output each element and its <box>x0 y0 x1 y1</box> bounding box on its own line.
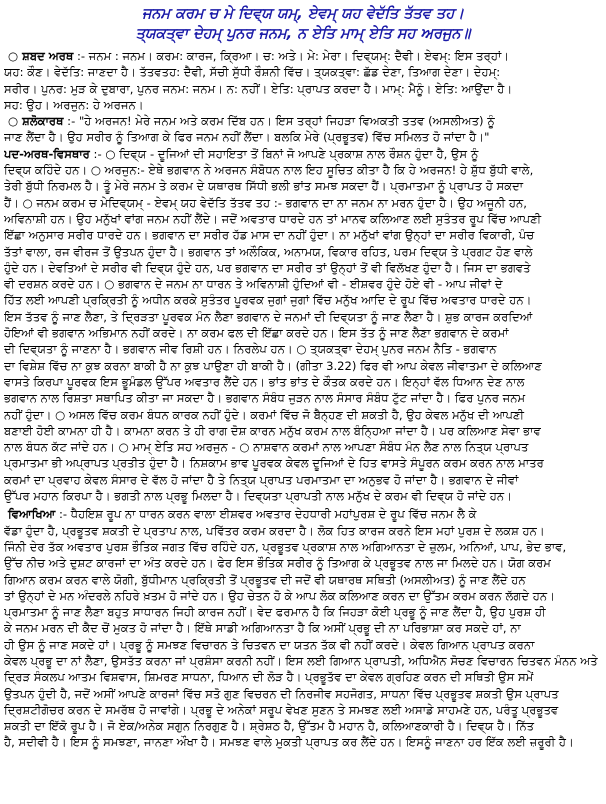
viakhia-line: ਉਤਪਨ ਹੁੰਦੀ ਹੈ, ਜਦੋਂ ਅਸੀਂ ਆਪਣੇ ਕਾਰਜਾਂ ਵਿੱਚ ਸਤੋ ਗੁਣ ਵਿਚਰਨ ਦੀ ਨਿਰਜੀਵ ਸਹਜੋਗਤ, ਸਾਧਨਾ ਵਿੱਚ ਪ੍ਰਭੂਤਵ ਸ਼ਕਤੀ ਉਸ ਪ੍ਰਾਪਤ <box>4 686 559 701</box>
shabd-arth-line: ਸਹ: ਉਹ। ਅਰਜੁਨ: ਹੇ ਅਰਜਨ। <box>4 97 144 112</box>
pad-arth-line: ਤੇਰੀ ਬੁੱਧੀ ਨਿਰਮਲ ਹੈ। ਤੂੰ ਮੇਰੇ ਜਨਮ ਤੇ ਕਰਮ ਦੇ ਯਥਾਰਥ ਸਿੱਧੀ ਭਲੀ ਭਾਂਤ ਸਮਝ ਸਕਦਾ ਹੈਂ। ਪ੍ਰਮਾਤਮਾ ਨੂੰ ਪ੍ਰਾਪਤ ਹੋ ਸਕਦਾ <box>4 179 524 194</box>
pad-arth-line: ਨਾਲ ਬੰਧਨ ਕੱਟ ਜਾਂਦੇ ਹਨ। ○ ਮਾਮ੍ ਏਤਿ ਸਹ ਅਰਜੁਨ - ○ ਨਾਸ਼ਵਾਨ ਕਰਮਾਂ ਨਾਲ ਆਪਣਾ ਸੰਬੰਧ ਮੰਨ ਲੈਣ ਨਾਲ ਨਿਤ੍ਯ ਪ੍ਰਾਪਤ <box>4 440 529 455</box>
pad-arth-line: ਦੀ ਦਿਵ੍ਯਤਾ ਨੂੰ ਜਾਣਨਾ ਹੈ। ਭਗਵਾਨ ਜੀਵ ਰਿਸ਼ੀ ਹਨ। ਨਿਰਲੇਪ ਹਨ। ○ ਤ੍ਯਕਤ੍ਵਾ ਦੇਹਮ੍ ਪੁਨਰ ਜਨਮ ਨੈਤਿ - ਭਗਵਾਨ <box>4 342 497 357</box>
pad-arth-line: ਇਸ ਤੱਤਵ ਨੂੰ ਜਾਣ ਲੈਣਾ, ਤੇ ਦ੍ਰਿੜਤਾ ਪੂਰਵਕ ਮੰਨ ਲੈਣਾ ਭਗਵਾਨ ਦੇ ਜਨਮਾਂ ਦੀ ਦਿਵ੍ਯਤਾ ਨੂੰ ਜਾਣ ਲੈਣਾ ਹੈ। ਸ਼ੁਭ ਕਾਰਜ ਕਰਦਿਆਂ <box>4 309 533 324</box>
pad-arth-line: ਵੀ ਦਰਸ਼ਨ ਕਰਦੇ ਹਨ। ○ ਭਗਵਾਨ ਦੇ ਜਨਮ ਨਾ ਧਾਰਨ ਤੇ ਅਵਿਨਾਸ਼ੀ ਹੁੰਦਿਆਂ ਵੀ - ਈਸ਼ਵਰ ਹੁੰਦੇ ਹੋਏ ਵੀ - ਆਪ ਜੀਵਾਂ ਦੇ <box>4 277 503 292</box>
shlokarth-heading: ○ ਸ਼ਲੋਕਾਰਥ <box>8 114 64 129</box>
viakhia-line: ਵੱਡਾ ਹੁੰਦਾ ਹੈ, ਪ੍ਰਭੂਤਵ ਸ਼ਕਤੀ ਦੇ ਪ੍ਰਤਾਪ ਨਾਲ, ਪਵਿੱਤਰ ਕਰਮ ਕਰਦਾ ਹੈ। ਲੋਕ ਹਿਤ ਕਾਰਜ ਕਰਨੇ ਇਸ ਮਹਾਂ ਪੁਰਸ਼ ਦੇ ਲਕਸ਼ ਹਨ। <box>4 523 545 538</box>
shabd-arth-section <box>4 48 602 113</box>
pad-arth-line: ਹੁੰਦੇ ਹਨ। ਦੇਵਤਿਆਂ ਦੇ ਸਰੀਰ ਵੀ ਦਿਵ੍ਯ ਹੁੰਦੇ ਹਨ, ਪਰ ਭਗਵਾਨ ਦਾ ਸਰੀਰ ਤਾਂ ਉਨ੍ਹਾਂ ਤੋਂ ਵੀ ਵਿਲੱਖਣ ਹੁੰਦਾ ਹੈ। ਜਿਸ ਦਾ ਭਗਵਤੇ <box>4 260 531 275</box>
viakhia-line: ਤਾਂ ਉਨ੍ਹਾਂ ਦੇ ਮਨ ਅੰਦਰਲੇ ਨਹਿਰੇ ਖ਼ਤਮ ਹੋ ਜਾਂਦੇ ਹਨ। ਉਹ ਚੇਤਨ ਹੋ ਕੇ ਆਪ ਲੋਕ ਕਲਿਆਣ ਕਰਨ ਦਾ ਉੱਤਮ ਕਰਮ ਕਰਨ ਲੱਗਦੇ ਹਨ। <box>4 588 555 603</box>
pad-arth-line: ਹੈਂ। ○ ਜਨਮ ਕਰਮ ਚ ਮੇਦਿਵ੍ਯਮ੍ - ਏਵਮ੍ ਯਹ ਵੇਦੱਤਿ ਤੱਤਵ ਤਹ :- ਭਗਵਾਨ ਦਾ ਨਾ ਜਨਮ ਨਾ ਮਰਨ ਹੁੰਦਾ ਹੈ। ਉਹ ਅਜੂਨੀ ਹਨ, <box>4 195 527 210</box>
viakhia-line: ਕੇਵਲ ਪ੍ਰਭੂ ਦਾ ਨਾਂ ਲੈਣਾ, ਉਸਤੱਤ ਕਰਨਾ ਜਾਂ ਪ੍ਰਸ਼ੰਸਾ ਕਰਨੀ ਨਹੀਂ। ਇਸ ਲਈ ਗਿਆਨ ਪ੍ਰਾਪਤੀ, ਅਧਿਐਨ ਸੋਚਣ ਵਿਚਾਰਨ ਚਿਤਵਨ ਮੰਨਨ ਅਤੇ <box>4 653 598 668</box>
pad-arth-line: ਪ੍ਰਮਾਤਮਾ ਭੀ ਅਪ੍ਰਾਪਤ ਪ੍ਰਤੀਤ ਹੁੰਦਾ ਹੈ। ਨਿਸ਼ਕਾਮ ਭਾਵ ਪੂਰਵਕ ਕੇਵਲ ਦੂਜਿਆਂ ਦੇ ਹਿਤ ਵਾਸਤੇ ਸੰਪੂਰਨ ਕਰਮ ਕਰਨ ਨਾਲ ਮਾਤਰ <box>4 456 544 471</box>
pad-arth-line: ਉੱਪਰ ਮਹਾਨ ਕਿਰਪਾ ਹੈ। ਭਗਤੀ ਨਾਲ ਪ੍ਰਭੂ ਮਿਲਦਾ ਹੈ। ਦਿਵ੍ਯਤਾ ਪ੍ਰਾਪਤੀ ਨਾਲ ਮਨੁੱਖ ਦੇ ਕਰਮ ਵੀ ਦਿਵ੍ਯ ਹੋ ਜਾਂਦੇ ਹਨ। <box>4 489 512 504</box>
viakhia-line: :- ਧੈਹਇਸ਼ ਰੂਪ ਨਾ ਧਾਰਨ ਕਰਨ ਵਾਲਾ ਈਸ਼ਵਰ ਅਵਤਾਰ ਦੇਹਧਾਰੀ ਮਹਾਂਪੁਰਸ਼ ਦੇ ਰੂਪ ਵਿੱਚ ਜਨਮ ਲੈ ਕੇ <box>59 507 477 522</box>
pad-arth-line: ਬਣਾਈ ਹੋਈ ਕਾਮਨਾ ਹੀ ਹੈ। ਕਾਮਨਾ ਕਰਨ ਤੇ ਹੀ ਰਾਗ ਦੋਸ਼ ਕਾਰਨ ਮਨੁੱਖ ਕਰਮ ਨਾਲ ਬੰਨ੍ਹਿਆ ਜਾਂਦਾ ਹੈ। ਪਰ ਕਲਿਆਣ ਸੇਵਾ ਭਾਵ <box>4 423 541 438</box>
pad-arth-line: ਹੋਇਆਂ ਵੀ ਭਗਵਾਨ ਅਭਿਮਾਨ ਨਹੀਂ ਕਰਦੇ। ਨਾ ਕਰਮ ਫਲ ਦੀ ਇੱਛਾ ਕਰਦੇ ਹਨ। ਇਸ ਤੱਤ ਨੂੰ ਜਾਣ ਲੈਣਾ ਭਗਵਾਨ ਦੇ ਕਰਮਾਂ <box>4 326 509 341</box>
pad-arth-line: ਤੱਤਾਂ ਵਾਲਾ, ਰਜ ਵੀਰਜ ਤੋਂ ਉਤਪਨ ਹੁੰਦਾ ਹੈ। ਭਗਵਾਨ ਤਾਂ ਅਲੌਕਿਕ, ਅਨਾਮਯ, ਵਿਕਾਰ ਰਹਿਤ, ਪਰਮ ਦਿਵ੍ਯ ਤੇ ਪ੍ਰਗਟ ਹੋਣ ਵਾਲੇ <box>4 244 533 259</box>
viakhia-heading: ਵਿਆਖਿਆ <box>8 507 56 522</box>
shabd-arth-line: :- ਜਨਮ : ਜਨਮ। ਕਰਮ: ਕਾਰਜ, ਕ੍ਰਿਆ। ਚ: ਅਤੇ। ਮੇ: ਮੇਰਾ। ਦਿਵ੍ਯਮ੍: ਦੈਵੀ। ਏਵਮ੍: ਇਸ ਤਰ੍ਹਾਂ। <box>77 49 510 63</box>
viakhia-line: ਜਿੰਨੀ ਦੇਰ ਤੱਕ ਅਵਤਾਰ ਪੁਰਸ਼ ਭੌਤਿਕ ਜਗਤ ਵਿੱਚ ਰਹਿੰਦੇ ਹਨ, ਪ੍ਰਭੂਤਵ ਪ੍ਰਕਾਸ਼ ਨਾਲ ਅਗਿਆਨਤਾ ਦੇ ਜ਼ੁਲਮ, ਅਨਿਆਂ, ਪਾਪ, ਭੇਦ ਭਾਵ, <box>4 539 567 554</box>
pad-arth-line: ਕਰਮਾਂ ਦਾ ਪ੍ਰਵਾਹ ਕੇਵਲ ਸੰਸਾਰ ਦੇ ਵੱਲ ਹੋ ਜਾਂਦਾ ਹੈ ਤੇ ਨਿਤ੍ਯ ਪ੍ਰਾਪਤ ਪਰਮਾਤਮਾ ਦਾ ਅਨੁਭਵ ਹੋ ਜਾਂਦਾ ਹੈ। ਭਗਵਾਨ ਦੇ ਜੀਵਾਂ <box>4 472 519 487</box>
shlokarth-line: :- "ਹੇ ਅਰਜਨ! ਮੇਰੇ ਜਨਮ ਅਤੇ ਕਰਮ ਦਿੱਬ ਹਨ। ਇਸ ਤਰ੍ਹਾਂ ਜਿਹੜਾ ਵਿਅਕਤੀ ਤਤਵ (ਅਸਲੀਅਤ) ਨੂੰ <box>67 114 495 129</box>
pad-arth-line: ਇੱਛਾ ਅਨੁਸਾਰ ਸਰੀਰ ਧਾਰਦੇ ਹਨ। ਭਗਵਾਨ ਦਾ ਸਰੀਰ ਹੱਡ ਮਾਸ ਦਾ ਨਹੀਂ ਹੁੰਦਾ। ਨਾ ਮਨੁੱਖਾਂ ਵਾਂਗ ਉਨ੍ਹਾਂ ਦਾ ਸਰੀਰ ਵਿਕਾਰੀ, ਪੰਚ <box>4 228 535 243</box>
pad-arth-line: ਦਾ ਵਿਸ਼ੇਸ਼ ਵਿੱਚ ਨਾ ਕੁਝ ਕਰਨਾ ਬਾਕੀ ਹੈ ਨਾ ਕੁਝ ਪਾਉਣਾ ਹੀ ਬਾਕੀ ਹੈ। (ਗੀਤਾ 3.22) ਫਿਰ ਵੀ ਆਪ ਕੇਵਲ ਜੀਵਾਤਮਾ ਦੇ ਕਲਿਆਣ <box>4 358 542 373</box>
pad-arth-line: ਅਵਿਨਾਸ਼ੀ ਹਨ। ਉਹ ਮਨੁੱਖਾਂ ਵਾਂਗ ਜਨਮ ਨਹੀਂ ਲੈਂਦੇ। ਜਦੋਂ ਅਵਤਾਰ ਧਾਰਦੇ ਹਨ ਤਾਂ ਮਾਨਵ ਕਲਿਆਣ ਲਈ ਸੁਤੰਤਰ ਰੂਪ ਵਿੱਚ ਆਪਣੀ <box>4 211 542 226</box>
pad-arth-section <box>4 146 602 505</box>
pad-arth-line: ਵਾਸਤੇ ਕਿਰਪਾ ਪੂਰਵਕ ਇਸ ਭੂਮੰਡਲ ਉੱਪਰ ਅਵਤਾਰ ਲੈਂਦੇ ਹਨ। ਭਾਂਤ ਭਾਂਤ ਦੇ ਕੌਤਕ ਕਰਦੇ ਹਨ। ਇਨ੍ਹਾਂ ਵੱਲ ਧਿਆਨ ਦੇਣ ਨਾਲ <box>4 374 525 389</box>
shabd-arth-line: ਯਹ: ਕੌਣ। ਵੇਦੱਤਿ: ਜਾਣਦਾ ਹੈ। ਤੱਤਵਤਹ: ਦੈਵੀ, ਸੱਚੀ ਸੁੱਧੀ ਰੌਸ਼ਨੀ ਵਿੱਚ। ਤ੍ਯਕਤ੍ਵਾ: ਛੱਡ ਦੇਣਾ, ਤਿਆਗ ਦੇਣਾ। ਦੇਹਮ੍: <box>4 65 501 80</box>
viakhia-line: ਹੈ, ਸਦੀਵੀ ਹੈ। ਇਸ ਨੂੰ ਸਮਝਣਾ, ਜਾਨਣਾ ਔਖਾ ਹੈ। ਸਮਝਣ ਵਾਲੇ ਮੁਕਤੀ ਪ੍ਰਾਪਤ ਕਰ ਲੈਂਦੇ ਹਨ। ਇਸਨੂੰ ਜਾਣਨਾ ਹਰ ਇੱਕ ਲਈ ਜ਼ਰੂਰੀ ਹੈ। <box>4 735 574 750</box>
pad-arth-line: ਦਿਵ੍ਯ ਕਹਿੰਦੇ ਹਨ। ○ ਅਰਜੁਨ:- ਏਥੇ ਭਗਵਾਨ ਨੇ ਅਰਜਨ ਸੰਬੋਧਨ ਨਾਲ ਇਹ ਸੂਚਿਤ ਕੀਤਾ ਹੈ ਕਿ ਹੇ ਅਰਜਨ! ਹੇ ਸ਼ੁੱਧ ਬੁੱਧੀ ਵਾਲੇ, <box>4 163 534 178</box>
verse-line-2: ਤ੍ਯਕਤ੍ਵਾ ਦੇਹਮ੍ ਪੁਨਰ ਜਨਮ, ਨ ਏਤਿ ਮਾਮ੍ ਏਤਿ ਸਹ ਅਰਜੁਨ॥ <box>135 26 471 42</box>
viakhia-section <box>4 506 602 750</box>
viakhia-line: ਗਿਆਨ ਕਰਮ ਕਰਨ ਵਾਲੇ ਯੋਗੀ, ਬੁੱਧੀਮਾਨ ਪ੍ਰਕ੍ਰਿਤੀ ਤੋਂ ਪ੍ਰਭੂਤਵ ਦੀ ਜਦੋਂ ਵੀ ਯਥਾਰਥ ਸਥਿਤੀ (ਅਸਲੀਅਤ) ਨੂੰ ਜਾਣ ਲੈਂਦੇ ਹਨ <box>4 572 526 587</box>
viakhia-line: ਦ੍ਰਿੜ ਸੰਕਲਪ ਆਤਮ ਵਿਸ਼ਵਾਸ, ਸ਼ਿਮਰਣ ਸਾਧਨਾ, ਧਿਆਨ ਦੀ ਲੋੜ ਹੈ। ਪ੍ਰਭੂਤੱਵ ਦਾ ਕੇਵਲ ਗ੍ਰਹਿਣ ਕਰਨ ਦੀ ਸਥਿਤੀ ਉਸ ਸਮੇਂ <box>4 670 534 685</box>
verse-line-1: ਜਨਮ ਕਰਮ ਚ ਮੇ ਦਿਵ੍ਯ ਯਮ੍, ਏਵਮ੍ ਯਹ ਵੇਦੱਤਿ ਤੱਤਵ ਤਹ। <box>142 6 464 22</box>
viakhia-line: ਕੇ ਜਨਮ ਮਰਨ ਦੀ ਕੈਦ ਚੋਂ ਮੁਕਤ ਹੋ ਜਾਂਦਾ ਹੈ। ਇੱਥੇ ਸਾਡੀ ਅਗਿਆਨਤਾ ਹੈ ਕਿ ਅਸੀਂ ਪ੍ਰਭੂ ਦੀ ਨਾ ਪਰਿਭਾਸ਼ਾ ਕਰ ਸਕਦੇ ਹਾਂ, ਨਾ <box>4 621 521 636</box>
viakhia-line: ਪ੍ਰਮਾਤਮਾ ਨੂੰ ਜਾਣ ਲੈਣਾ ਬਹੁਤ ਸਾਧਾਰਨ ਜਿਹੀ ਕਾਰਜ ਨਹੀਂ। ਵੇਦ ਫਰਮਾਨ ਹੈ ਕਿ ਜਿਹੜਾ ਕੋਈ ਪ੍ਰਭੂ ਨੂੰ ਜਾਣ ਲੈਂਦਾ ਹੈ, ਉਹ ਪੁਰਸ਼ ਹੀ <box>4 605 546 620</box>
shlokarth-line: ਜਾਣ ਲੈਂਦਾ ਹੈ। ਉਹ ਸਰੀਰ ਨੂੰ ਤਿਆਗ ਕੇ ਫਿਰ ਜਨਮ ਨਹੀਂ ਲੈਂਦਾ। ਬਲਕਿ ਮੇਰੇ (ਪ੍ਰਭੂਤਵ) ਵਿੱਚ ਸਮਿਲਤ ਹੋ ਜਾਂਦਾ ਹੈ।" <box>4 130 490 145</box>
pad-arth-line: ਨਹੀਂ ਹੁੰਦਾ। ○ ਅਸਲ ਵਿੱਚ ਕਰਮ ਬੰਧਨ ਕਾਰਕ ਨਹੀਂ ਹੁੰਦੇ। ਕਰਮਾਂ ਵਿੱਚ ਜੋ ਬੈਨ੍ਹਣ ਦੀ ਸ਼ਕਤੀ ਹੈ, ਉਹ ਕੇਵਲ ਮਨੁੱਖ ਦੀ ਆਪਣੀ <box>4 407 524 422</box>
shlokarth-section <box>4 113 602 146</box>
pad-arth-line: :- ○ ਦਿਵ੍ਯ - ਦੂਜਿਆਂ ਦੀ ਸਹਾਇਤਾ ਤੋਂ ਬਿਨਾਂ ਜੋ ਆਪਣੇ ਪ੍ਰਕਾਸ਼ ਨਾਲ ਰੌਸ਼ਨ ਹੁੰਦਾ ਹੈ, ਉਸ ਨੂੰ <box>93 146 479 161</box>
viakhia-line: ਦ੍ਰਿਸ਼ਟੀਗੋਚਰ ਕਰਨ ਦੇ ਸਮਰੱਥ ਹੋ ਜਾਵਾਂਗੇ। ਪ੍ਰਭੂ ਦੇ ਅਨੇਕਾਂ ਸਰੂਪ ਵੇਖਣ ਸੁਣਨ ਤੇ ਸਮਝਣ ਲਈ ਅਸਾਡੇ ਸਾਹਮਣੇ ਹਨ, ਪਰੰਤੂ ਪ੍ਰਭੂਤਵ <box>4 702 559 717</box>
viakhia-line: ਹੀ ਉਸ ਨੂੰ ਜਾਣ ਸਕਦੇ ਹਾਂ। ਪ੍ਰਭੂ ਨੂੰ ਸਮਝਣ ਵਿਚਾਰਨ ਤੇ ਚਿਤਵਨ ਦਾ ਯਤਨ ਤੱਕ ਵੀ ਨਹੀਂ ਕਰਦੇ। ਕੇਵਲ ਗਿਆਨ ਪ੍ਰਾਪਤ ਕਰਨਾ <box>4 637 535 652</box>
pad-arth-line: ਭਗਵਾਨ ਨਾਲ ਰਿਸ਼ਤਾ ਸਥਾਪਿਤ ਕੀਤਾ ਜਾ ਸਕਦਾ ਹੈ। ਭਗਵਾਨ ਸੰਬੰਧ ਜੁੜਨ ਨਾਲ ਸੰਸਾਰ ਸੰਬੰਧ ਟੁੱਟ ਜਾਂਦਾ ਹੈ। ਫਿਰ ਪੁਨਰ ਜਨਮ <box>4 391 526 406</box>
shabd-arth-line: ਸਰੀਰ। ਪੁਨਰ: ਮੁੜ ਕੇ ਦੁਬਾਰਾ, ਪੁਨਰ ਜਨਮ: ਜਨਮ। ਨ: ਨਹੀਂ। ਏਤਿ: ਪ੍ਰਾਪਤ ਕਰਦਾ ਹੈ। ਮਾਮ੍: ਮੈਨੂੰ। ਏਤਿ: ਆਉਂਦਾ ਹੈ। <box>4 81 513 96</box>
viakhia-line: ਉੱਚ ਨੀਚ ਅਤੇ ਦੁਸ਼ਟ ਕਾਰਜਾਂ ਦਾ ਅੰਤ ਕਰਦੇ ਹਨ। ਫੇਰ ਇਸ ਭੌਤਿਕ ਸਰੀਰ ਨੂੰ ਤਿਆਗ ਕੇ ਪ੍ਰਭੂਤਵ ਨਾਲ ਜਾ ਮਿਲਦੇ ਹਨ। ਯੋਗ ਕਰਮ <box>4 556 551 571</box>
viakhia-line: ਸ਼ਕਤੀ ਦਾ ਇੱਕੋ ਰੂਪ ਹੈ। ਜੋ ਏਕ/ਅਨੇਕ ਸਗੁਨ ਨਿਰਗੁਣ ਹੈ। ਸ਼੍ਰੇਸ਼ਠ ਹੈ, ਉੱਤਮ ਹੈ ਮਹਾਨ ਹੈ, ਕਲਿਆਣਕਾਰੀ ਹੈ। ਦਿਵ੍ਯ ਹੈ। ਨਿੱਤ <box>4 719 535 734</box>
shabd-arth-heading: ○ ਸ਼ਬਦ ਅਰਥ <box>8 49 74 63</box>
pad-arth-heading: ਪਦ-ਅਰਥ-ਵਿਸਥਾਰ <box>4 146 90 161</box>
pad-arth-line: ਹਿੱਤ ਲਈ ਆਪਣੀ ਪ੍ਰਕ੍ਰਿਤੀ ਨੂੰ ਅਧੀਨ ਕਰਕੇ ਸੁਤੰਤਰ ਪੂਰਵਕ ਜੁਗਾਂ ਜੁਗਾਂ ਵਿੱਚ ਮਨੁੱਖ ਆਦਿ ਦੇ ਰੂਪ ਵਿੱਚ ਅਵਤਾਰ ਧਾਰਦੇ ਹਨ। <box>4 293 532 308</box>
